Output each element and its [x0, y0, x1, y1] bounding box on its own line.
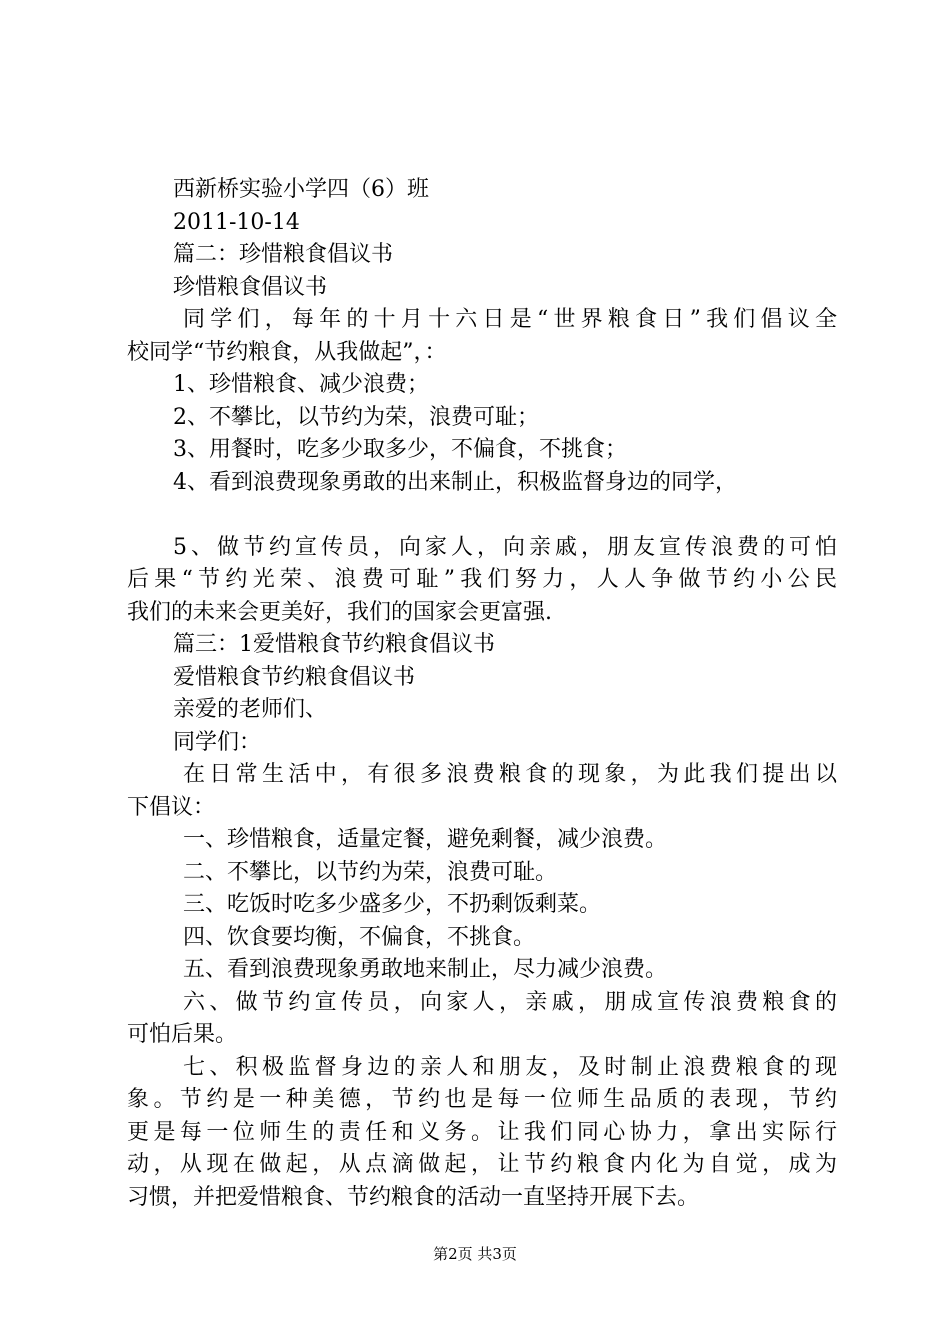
list-item: 七、积极监督身边的亲人和朋友，及时制止浪费粮食的现: [183, 1054, 837, 1080]
paragraph-line: 可怕后果。: [127, 1022, 238, 1047]
list-item: 1、珍惜粮食、减少浪费；: [173, 372, 429, 397]
list-item: 3、用餐时，吃多少取多少，不偏食，不挑食；: [173, 437, 627, 462]
paragraph-line: 在日常生活中，有很多浪费粮食的现象，为此我们提出以: [183, 762, 837, 787]
section-heading: 篇三：1爱惜粮食节约粮食倡议书: [173, 632, 495, 657]
paragraph-line: 我们的未来会更美好，我们的国家会更富强.: [127, 599, 552, 625]
paragraph-line: 校同学“节约粮食，从我做起”，：: [127, 339, 447, 365]
proposal-title: 珍惜粮食倡议书: [173, 274, 328, 300]
paragraph-line: 象。节约是一种美德，节约也是每一位师生品质的表现，节约: [127, 1087, 837, 1112]
list-item: 六、做节约宣传员，向家人，亲戚，朋成宣传浪费粮食的: [183, 989, 837, 1015]
paragraph-line: 同学们，每年的十月十六日是“世界粮食日”我们倡议全: [183, 307, 837, 332]
list-item: 三、吃饭时吃多少盛多少，不扔剩饭剩菜。: [183, 892, 602, 917]
salutation-line: 同学们：: [173, 729, 262, 755]
salutation-line: 亲爱的老师们、: [173, 697, 328, 722]
list-item: 四、饮食要均衡，不偏食，不挑食。: [183, 924, 536, 950]
list-item: 一、珍惜粮食，适量定餐，避免剩餐，减少浪费。: [183, 827, 668, 852]
paragraph-line: 下倡议：: [127, 794, 216, 820]
section-heading: 篇二：珍惜粮食倡议书: [173, 242, 394, 267]
list-item: 五、看到浪费现象勇敢地来制止，尽力减少浪费。: [183, 957, 668, 982]
proposal-title: 爱惜粮食节约粮食倡议书: [173, 664, 416, 690]
page-number-footer: 第2页 共3页: [433, 1245, 517, 1263]
list-item: 2、不攀比，以节约为荣，浪费可耻；: [173, 404, 539, 430]
paragraph-line: 动，从现在做起，从点滴做起，让节约粮食内化为自觉，成为: [127, 1152, 837, 1177]
paragraph-line: 后果“节约光荣、浪费可耻”我们努力，人人争做节约小公民: [127, 567, 837, 592]
blank-line: [127, 499, 837, 532]
class-signature: 西新桥实验小学四（6）班: [173, 177, 429, 202]
paragraph-line: 更是每一位师生的责任和义务。让我们同心协力，拿出实际行: [127, 1119, 837, 1145]
list-item: 4、看到浪费现象勇敢的出来制止，积极监督身边的同学，: [173, 469, 737, 495]
list-item: 5、做节约宣传员，向家人，向亲戚，朋友宣传浪费的可怕: [173, 534, 837, 560]
date-line: 2011-10-14: [173, 209, 300, 235]
list-item: 二、不攀比，以节约为荣，浪费可耻。: [183, 859, 558, 885]
document-body: [127, 174, 837, 1214]
paragraph-line: 习惯，并把爱惜粮食、节约粮食的活动一直坚持开展下去。: [127, 1184, 700, 1210]
